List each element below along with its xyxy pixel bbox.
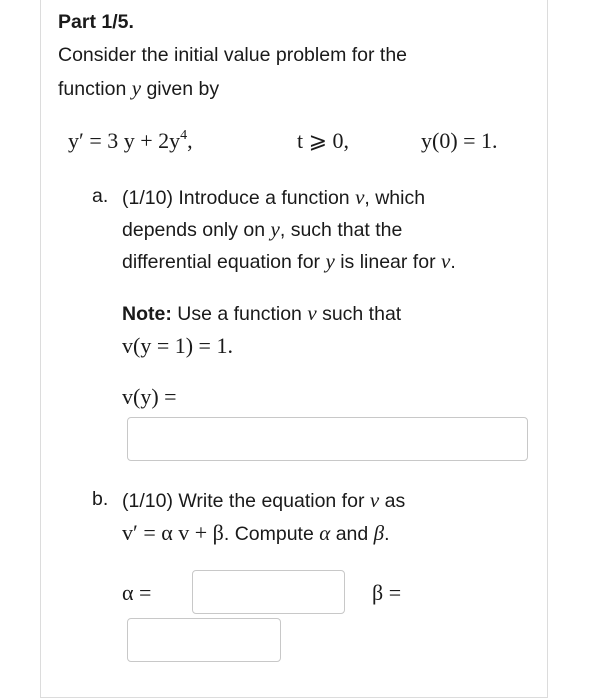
note-label: Note: [122,303,172,325]
part-b-line-2: v′ = α v + β. Compute α and β. [122,520,390,545]
v-answer-input[interactable] [127,417,528,461]
part-a-note: Note: Use a function v such that [122,301,402,325]
part-a-line-1: (1/10) Introduce a function v, which [122,185,426,209]
beta-label: β = [372,580,402,605]
intro-line-2: function y given by [58,76,220,100]
var-y: y [131,76,142,100]
part-a-line-2: depends only on y, such that the [122,217,403,241]
initial-condition: y(0) = 1. [421,128,498,153]
part-a-line-3: differential equation for y is linear for v. [122,249,456,273]
alpha-label: α = [122,580,152,605]
intro-line-1: Consider the initial value problem for the [58,44,408,66]
part-b-line-1: (1/10) Write the equation for v as [122,488,406,512]
part-a-marker: a. [92,185,109,207]
alpha-input[interactable] [192,570,345,614]
beta-input[interactable] [127,618,281,662]
ode-equation: y′ = 3 $y + 2y^4$, [68,128,193,153]
part-title: Part 1/5. [58,11,134,33]
part-b-marker: b. [92,488,109,510]
note-condition: v(y = 1) = 1. [122,333,233,358]
ode-domain: t ⩾ 0, [297,128,350,153]
v-answer-label: v(y) = [122,384,177,409]
